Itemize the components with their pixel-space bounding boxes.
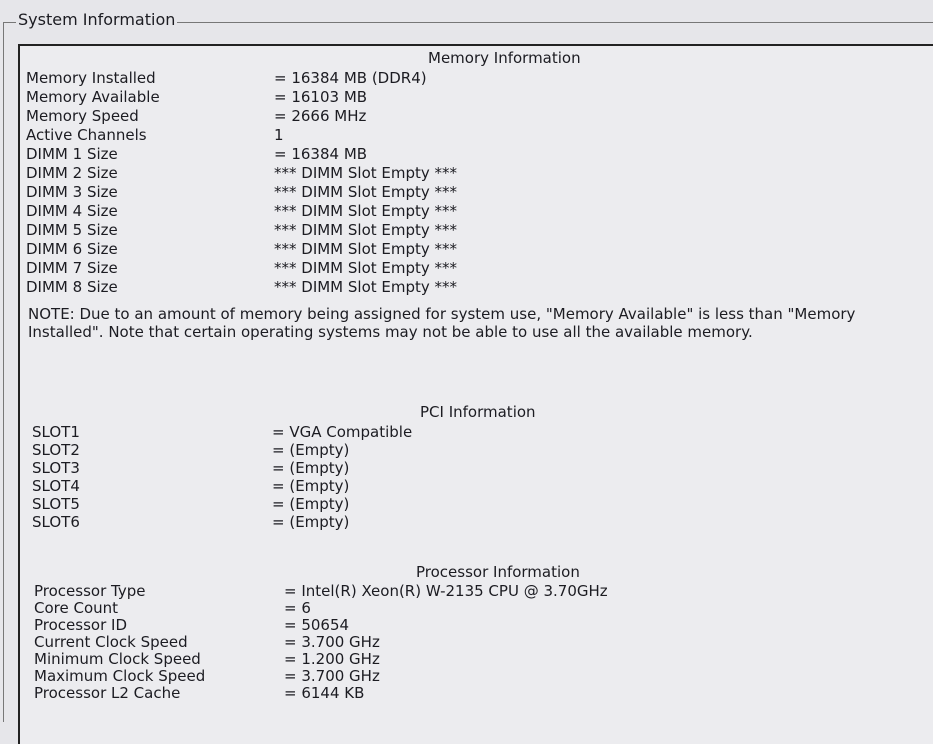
- row-label: DIMM 6 Size: [26, 240, 118, 258]
- row-value: *** DIMM Slot Empty ***: [274, 164, 458, 182]
- row-value: = 3.700 GHz: [284, 633, 380, 651]
- row-label: Memory Speed: [26, 107, 139, 125]
- row-label: DIMM 8 Size: [26, 278, 118, 296]
- memory-note: NOTE: Due to an amount of memory being assigned for system use, "Memory Available" is less than "Memory Installed". Note that certain operating systems may not be able to use all the available memory.: [28, 305, 856, 341]
- row-value: = 6144 KB: [284, 684, 365, 702]
- row-label: DIMM 5 Size: [26, 221, 118, 239]
- row-label: DIMM 4 Size: [26, 202, 118, 220]
- row-value: 1: [274, 126, 284, 144]
- row-label: Processor ID: [34, 616, 127, 634]
- row-value: = (Empty): [272, 459, 350, 477]
- row-value: = 1.200 GHz: [284, 650, 380, 668]
- row-label: SLOT6: [32, 513, 80, 531]
- row-label: Processor L2 Cache: [34, 684, 181, 702]
- row-value: *** DIMM Slot Empty ***: [274, 240, 458, 258]
- row-value: = 6: [284, 599, 311, 617]
- memory-section-title: Memory Information: [428, 49, 581, 67]
- row-label: DIMM 2 Size: [26, 164, 118, 182]
- row-value: *** DIMM Slot Empty ***: [274, 202, 458, 220]
- row-value: = 16384 MB: [274, 145, 368, 163]
- row-value: = (Empty): [272, 477, 350, 495]
- row-label: Minimum Clock Speed: [34, 650, 201, 668]
- row-value: *** DIMM Slot Empty ***: [274, 259, 458, 277]
- row-value: = Intel(R) Xeon(R) W-2135 CPU @ 3.70GHz: [284, 582, 608, 600]
- row-label: SLOT3: [32, 459, 80, 477]
- row-value: = (Empty): [272, 495, 350, 513]
- row-value: = (Empty): [272, 441, 350, 459]
- pci-section-title: PCI Information: [420, 403, 536, 421]
- row-value: *** DIMM Slot Empty ***: [274, 183, 458, 201]
- row-value: = 16103 MB: [274, 88, 368, 106]
- row-label: SLOT5: [32, 495, 80, 513]
- row-label: SLOT2: [32, 441, 80, 459]
- group-title: System Information: [18, 10, 176, 29]
- row-label: SLOT1: [32, 423, 80, 441]
- row-value: = 3.700 GHz: [284, 667, 380, 685]
- row-value: = (Empty): [272, 513, 350, 531]
- row-label: Memory Installed: [26, 69, 156, 87]
- row-value: = 50654: [284, 616, 350, 634]
- row-label: DIMM 3 Size: [26, 183, 118, 201]
- row-label: SLOT4: [32, 477, 80, 495]
- row-label: Current Clock Speed: [34, 633, 188, 651]
- row-value: = VGA Compatible: [272, 423, 413, 441]
- row-label: Memory Available: [26, 88, 160, 106]
- row-value: = 2666 MHz: [274, 107, 367, 125]
- row-label: Processor Type: [34, 582, 146, 600]
- row-value: *** DIMM Slot Empty ***: [274, 221, 458, 239]
- processor-section-title: Processor Information: [416, 563, 580, 581]
- row-label: Core Count: [34, 599, 119, 617]
- row-label: DIMM 1 Size: [26, 145, 118, 163]
- row-label: DIMM 7 Size: [26, 259, 118, 277]
- row-value: *** DIMM Slot Empty ***: [274, 278, 458, 296]
- row-label: Active Channels: [26, 126, 147, 144]
- row-value: = 16384 MB (DDR4): [274, 69, 427, 87]
- row-label: Maximum Clock Speed: [34, 667, 206, 685]
